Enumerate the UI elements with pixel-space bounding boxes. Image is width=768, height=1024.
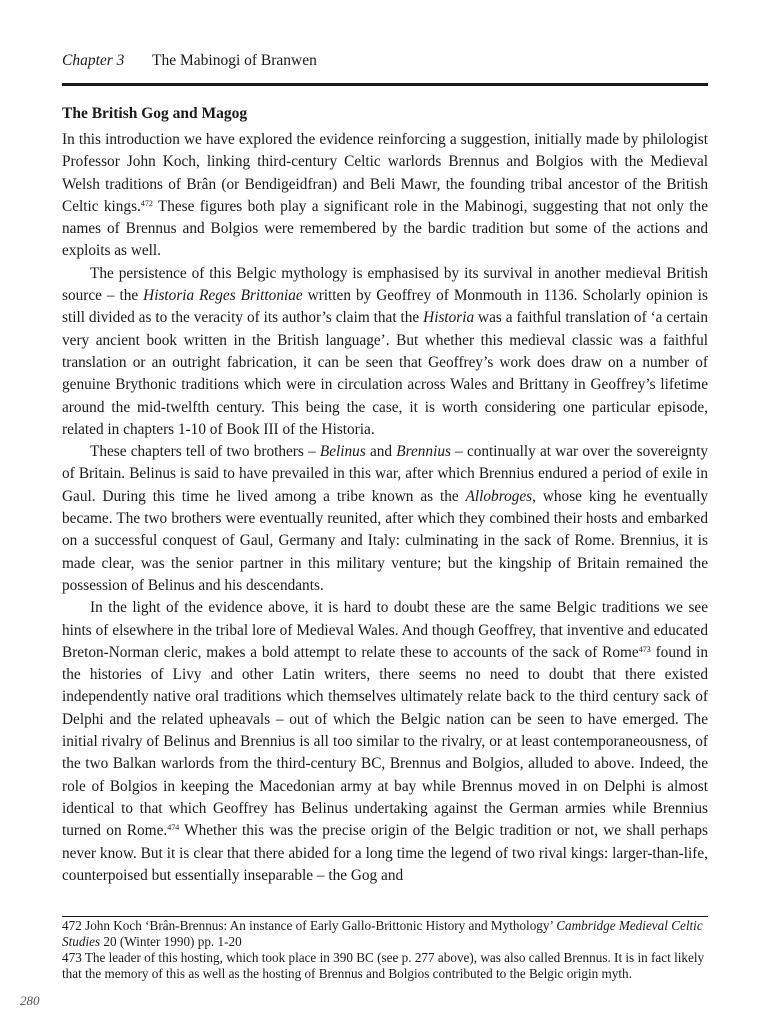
- chapter-label: Chapter 3: [62, 52, 125, 69]
- italic-text: Belinus: [319, 443, 366, 461]
- italic-text: Historia: [423, 309, 475, 327]
- header-rule: [62, 83, 708, 86]
- text-run: found in the histories of Livy and other Latin writers, there seems no need to doubt that there existed independently native oral traditions which themselves ultimately relate back to the third century sack of Delphi and the related upheavals – out of which the Belgic nation can be seen to have emerged. The initial rivalry of Belinus and Brennius is all too similar to the rivalry, or at least contemporaneousness, of the two Balkan warlords from the third-century BC, Brennus and Bolgios, alluded to above. Indeed, the role of Bolgios in keeping the Macedonian army at bay while Brennus moved in on Delphi is almost identical to that which Geoffrey has Belinus undertaking against the German armies while Brennius turned on Rome.: [62, 643, 708, 840]
- running-header: [62, 51, 708, 71]
- text-run: written by Geoffrey of Monmouth in 1136. Scholarly opinion is still divided as to the veracity of its author’s claim that the: [62, 287, 708, 327]
- text-run: and: [365, 443, 397, 461]
- footnote-ref: 473: [638, 644, 651, 654]
- page-number: 280: [20, 993, 40, 1008]
- main-text: [62, 103, 708, 887]
- text-run: 20 (Winter 1990) pp. 1-20: [100, 934, 242, 949]
- chapter-title: The Mabinogi of Branwen: [152, 52, 317, 69]
- paragraph: [62, 441, 708, 597]
- text-run: The persistence of this Belgic mythology is emphasised by its survival in another medieval British source – the: [62, 264, 708, 305]
- text-run: was a faithful translation of ‘a certain very ancient book written in the British language’. But whether this medieval classic was a faithful translation or an outright fabrication, it can be seen that Geoffrey’s work does draw on a number of genuine Brythonic traditions which were in circulation across Wales and Brittany in Geoffrey’s lifetime around the mid-twelfth century. This being the case, it is worth considering one particular episode, related in chapters 1-10 of Book III of the Historia.: [62, 309, 709, 438]
- text-run: 473 The leader of this hosting, which took place in 390 BC (see p. 277 above), was also called Brennus. It is in fact likely that the memory of this as well as the hosting of Brennus and Bolgios contributed to the Belgic origin myth.: [62, 950, 705, 981]
- italic-text: Allobroges: [465, 487, 533, 505]
- text-run: , whose king he eventually became. The two brothers were eventually reunited, after which they combined their hosts and embarked on a successful conquest of Gaul, Germany and Italy: culminating in the sack of Rome. Brennius, it is made clear, was the senior partner in this military venture; but the kingship of Britain remained the possession of Belinus and his descendants.: [62, 487, 709, 594]
- text-run: In the light of the evidence above, it is hard to doubt these are the same Belgic traditions we see hints of elsewhere in the tribal lore of Medieval Wales. And though Geoffrey, that inventive and educated Breton-Norman cleric, makes a bold attempt to relate these to accounts of the sack of Rome: [62, 599, 708, 661]
- text-run: Whether this was the precise origin of the Belgic tradition or not, we shall perhaps never know. But it is clear that there abided for a long time the legend of two rival kings: larger-than-life, counterpoised but essentially inseparable – the Gog and: [62, 822, 709, 884]
- text-run: These chapters tell of two brothers –: [90, 443, 320, 461]
- paragraph: [62, 263, 708, 441]
- section-title: The British Gog and Magog: [62, 105, 248, 122]
- footnote-rule: [62, 916, 708, 917]
- paragraph: [62, 597, 708, 887]
- footnote: [62, 918, 708, 950]
- text-run: These figures both play a significant role in the Mabinogi, suggesting that not only the names of Brennus and Bolgios were remembered by the bardic tradition but some of the actions and exploits as well.: [62, 197, 708, 260]
- footnote-ref: 472: [140, 198, 153, 208]
- paragraph: [62, 129, 708, 263]
- text-run: In this introduction we have explored the evidence reinforcing a suggestion, initially made by philologist Professor John Koch, linking third-century Celtic warlords Brennus and Bolgios with the Medieval Welsh traditions of Brân (or Bendigeidfran) and Beli Mawr, the founding tribal ancestor of the British Celtic kings.: [62, 131, 708, 215]
- italic-text: Historia Reges Brittoniae: [143, 287, 303, 305]
- italic-text: Brennius: [396, 443, 451, 461]
- footnote: [62, 950, 708, 982]
- italic-text: Cambridge Medieval Celtic Studies: [62, 918, 703, 949]
- text-run: – continually at war over the sovereignty of Britain. Belinus is said to have prevailed in this war, after which Brennius endured a period of exile in Gaul. During this time he lived among a tribe known as the: [62, 443, 708, 505]
- footnote-ref: 474: [167, 823, 180, 833]
- text-run: 472 John Koch ‘Brân-Brennus: An instance of Early Gallo-Brittonic History and Mythology’: [62, 918, 557, 933]
- footnotes: [62, 918, 708, 982]
